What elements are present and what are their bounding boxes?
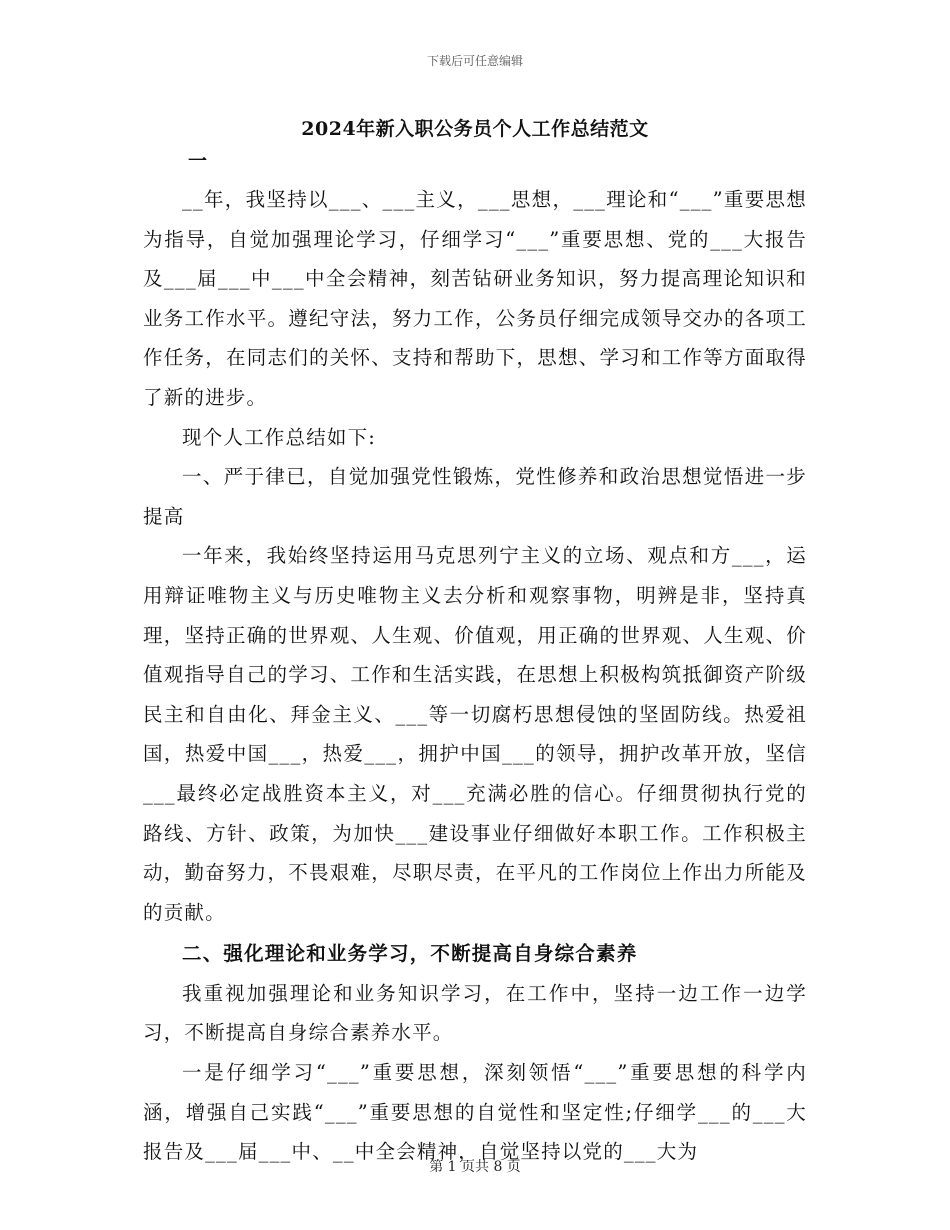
- section-heading-two: 二、强化理论和业务学习，不断提高自身综合素养: [182, 942, 638, 966]
- paragraph-summary-lead: 现个人工作总结如下:: [182, 425, 377, 449]
- page-number: 第 1 页共 8 页: [429, 1159, 521, 1175]
- paragraph-section-two-point-one: 一是仔细学习“___”重要思想，深刻领悟“___”重要思想的科学内涵，增强自己实践“___”重要思想的自觉性和坚定性;仔细学___的___大报告及___届___中、__中全会精神，自觉坚持以党的___大为: [143, 1061, 807, 1164]
- document-body: [143, 180, 807, 1172]
- page-header-note: 下载后可任意编辑: [426, 54, 523, 68]
- paragraph-section-two-intro: 我重视加强理论和业务知识学习，在工作中，坚持一边工作一边学习，不断提高自身综合素养水平。: [143, 981, 807, 1045]
- document-title: 2024年新入职公务员个人工作总结范文: [301, 118, 649, 140]
- paragraph-section-one-body: 一年来，我始终坚持运用马克思列宁主义的立场、观点和方___，运用辩证唯物主义与历史唯物主义去分析和观察事物，明辨是非，坚持真理，坚持正确的世界观、人生观、价值观，用正确的世界观、人生观、价值观指导自己的学习、工作和生活实践，在思想上积极构筑抵御资产阶级民主和自由化、拜金主义、___等一切腐朽思想侵蚀的坚固防线。热爱祖国，热爱中国___，热爱___，拥护中国___的领导，拥护改革开放，坚信___最终必定战胜资本主义，对___充满必胜的信心。仔细贯彻执行党的路线、方针、政策，为加快___建设事业仔细做好本职工作。工作积极主动，勤奋努力，不畏艰难，尽职尽责，在平凡的工作岗位上作出力所能及的贡献。: [143, 544, 807, 924]
- paragraph-intro: __年，我坚持以___、___主义，___思想，___理论和“___”重要思想为指导，自觉加强理论学习，仔细学习“___”重要思想、党的___大报告及___届___中___中全会精神，刻苦钻研业务知识，努力提高理论知识和业务工作水平。遵纪守法，努力工作，公务员仔细完成领导交办的各项工作任务，在同志们的关怀、支持和帮助下，思想、学习和工作等方面取得了新的进步。: [143, 188, 807, 409]
- paragraph-heading-one: 一、严于律已，自觉加强党性锻炼，党性修养和政治思想觉悟进一步提高: [143, 465, 807, 528]
- section-marker: 一: [188, 150, 208, 172]
